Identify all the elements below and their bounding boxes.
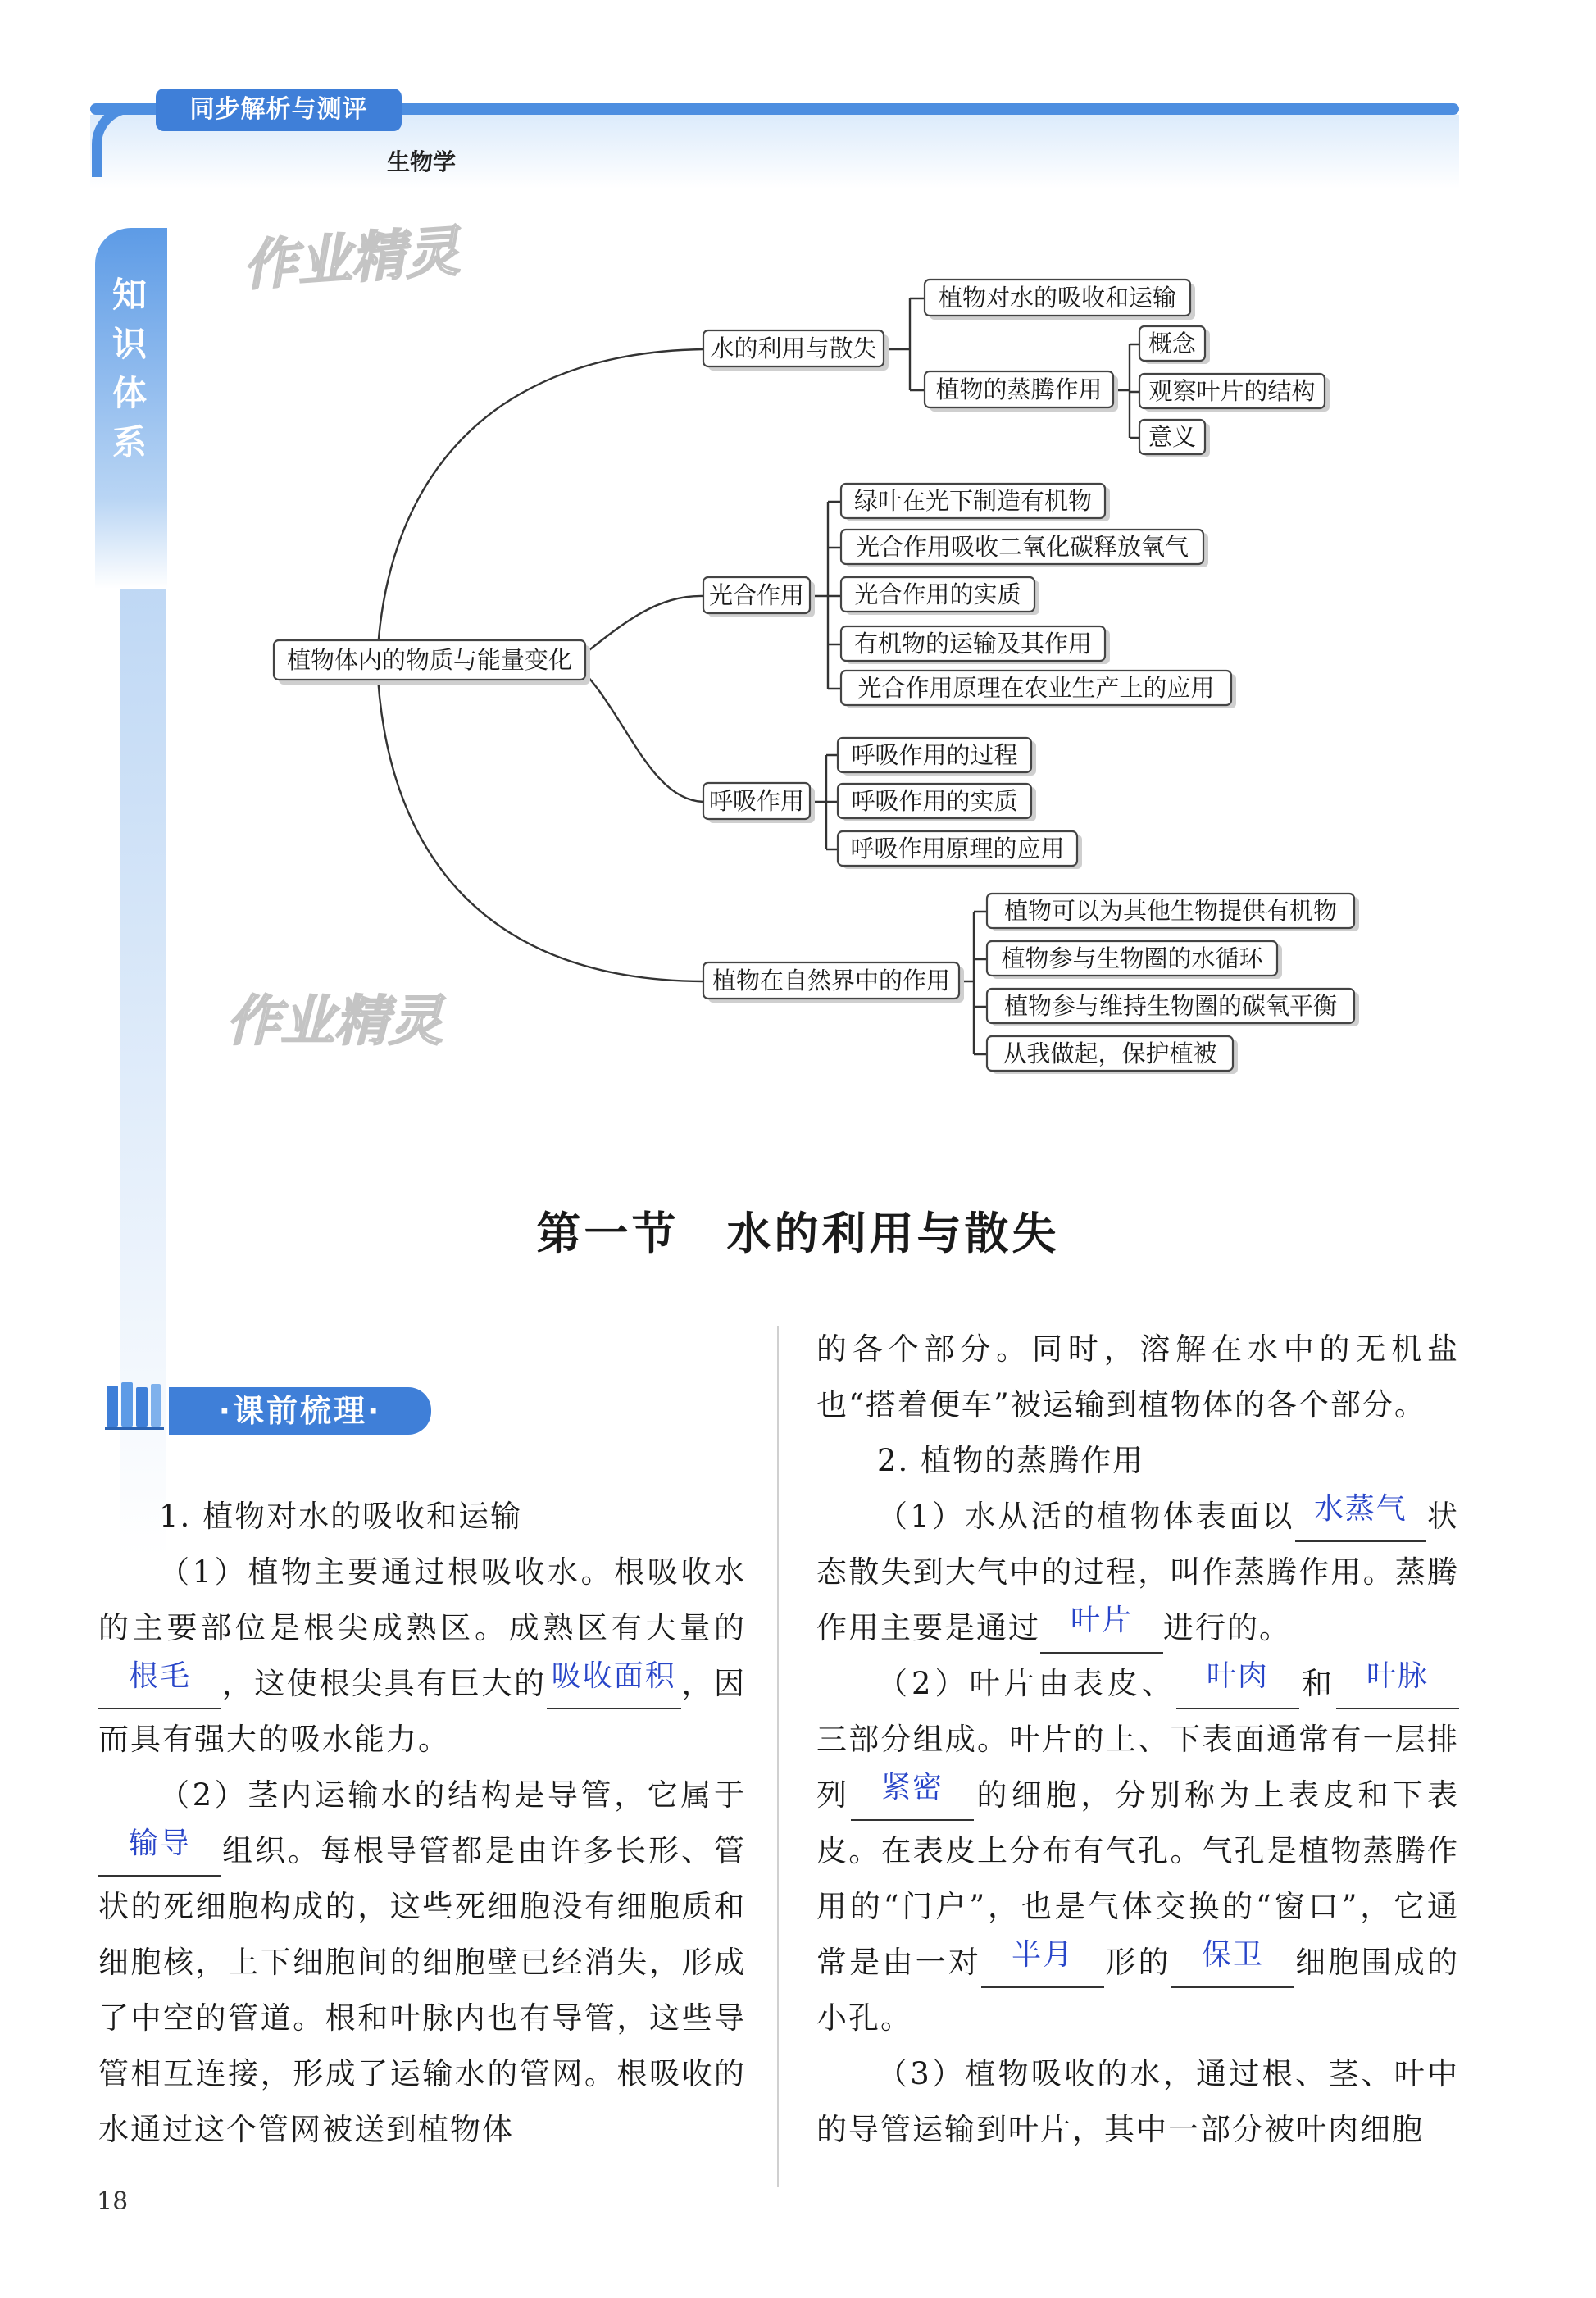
mind-node-resp-item <box>838 784 1036 821</box>
mind-label-photo-item: 绿叶在光下制造有机物 <box>853 487 1093 515</box>
text-run: 形的 <box>1104 1945 1171 1980</box>
mind-node-respiration <box>703 783 815 823</box>
subject-label: 生物学 <box>387 148 457 175</box>
section-title: 第一节 水的利用与散失 <box>536 1208 1060 1259</box>
answer-blank <box>1040 1605 1163 1654</box>
answer-text: 叶片 <box>1070 1604 1133 1637</box>
answer-blank <box>1171 1940 1294 1988</box>
mind-label-photo-item: 有机物的运输及其作用 <box>853 630 1093 658</box>
text-run: 和 <box>1298 1666 1337 1701</box>
mind-node-photo-item <box>841 626 1110 664</box>
mind-label-nature-item: 植物参与生物圈的水循环 <box>1001 944 1263 972</box>
text-run: ，这使根尖具有巨大的 <box>221 1666 547 1701</box>
mind-node-leaf-structure <box>1139 374 1330 412</box>
answer-text: 叶肉 <box>1206 1659 1269 1693</box>
side-tab-char: 知 <box>111 275 147 315</box>
text-run: （2）叶片由表皮、 <box>877 1666 1176 1701</box>
mind-label-photo-item: 光合作用原理在农业生产上的应用 <box>857 674 1215 702</box>
series-title: 同步解析与测评 <box>156 89 402 131</box>
mind-label-resp-item: 呼吸作用的实质 <box>851 787 1018 815</box>
pre-class-badge: ·课前梳理· <box>169 1387 431 1435</box>
mind-node-photo-item <box>841 577 1039 615</box>
mind-label-leaf-structure: 观察叶片的结构 <box>1148 377 1316 405</box>
answer-text: 紧密 <box>881 1771 944 1804</box>
side-tab-char: 系 <box>111 422 147 462</box>
mind-root-node <box>274 640 590 685</box>
mind-label-meaning: 意义 <box>1148 423 1197 451</box>
mind-node-resp-item <box>838 831 1082 869</box>
mind-label-resp-item: 呼吸作用原理的应用 <box>850 835 1065 862</box>
answer-text: 根毛 <box>128 1659 191 1693</box>
mind-label-resp-item: 呼吸作用的过程 <box>851 741 1018 769</box>
mind-node-meaning <box>1139 420 1210 457</box>
mind-node-photo-item <box>841 671 1236 708</box>
paragraph-root <box>98 1545 746 1768</box>
mind-label-nature-item: 植物参与维持生物圈的碳氧平衡 <box>1003 992 1338 1020</box>
mind-node-absorption <box>925 280 1195 320</box>
watermark-bottom: 作业精灵 <box>226 990 443 1053</box>
mind-node-nature-item <box>987 989 1359 1026</box>
mind-node-photo-item <box>841 530 1208 567</box>
mind-label-transpiration: 植物的蒸腾作用 <box>935 375 1103 403</box>
paragraph-transpiration <box>816 1489 1459 1656</box>
mind-node-photosynthesis <box>703 577 815 617</box>
answer-blank <box>981 1940 1104 1988</box>
page-number: 18 <box>97 2187 129 2216</box>
answer-text: 水蒸气 <box>1313 1492 1407 1526</box>
mind-label-photosynthesis: 光合作用 <box>708 581 805 609</box>
mind-label-photo-item: 光合作用吸收二氧化碳释放氧气 <box>855 533 1189 561</box>
mind-node-photo-item <box>841 484 1110 521</box>
heading-absorption: 1. 植物对水的吸收和运输 <box>159 1499 523 1534</box>
answer-text: 吸收面积 <box>551 1659 676 1693</box>
text-run: 的细胞，分别称为上表皮和下表皮。在表皮上分布有气孔。气孔是植物蒸腾作用的“门户”，也是气体交换的“窗口”，它通常是由一对 <box>816 1777 1460 1980</box>
answer-blank <box>1176 1661 1299 1709</box>
answer-blank <box>98 1661 221 1709</box>
text-run: 组织。每根导管都是由许多长形、管状的死细胞构成的，这些死细胞没有细胞质和细胞核，上下细胞间的细胞壁已经消失，形成了中空的管道。根和叶脉内也有导管，这些导管相互连接，形成了运输水的管网。根吸收的水通过这个管网被送到植物体 <box>98 1833 746 2147</box>
mind-node-resp-item <box>838 738 1036 776</box>
answer-blank <box>851 1772 974 1821</box>
text-run: 状态散失到大气中的过程，叫作蒸腾作用。蒸腾作用主要是通过 <box>816 1499 1459 1645</box>
mind-label-absorption: 植物对水的吸收和运输 <box>938 284 1177 312</box>
mind-label-nature-item: 植物可以为其他生物提供有机物 <box>1003 897 1338 925</box>
mind-node-nature-item <box>987 1036 1238 1074</box>
mind-node-nature-item <box>987 941 1282 979</box>
watermark-top: 作业精灵 <box>241 219 462 298</box>
text-run: ，因而具有强大的吸水能力。 <box>98 1666 747 1757</box>
paragraph-continued: 的各个部分。同时，溶解在水中的无机盐也“搭着便车”被运输到植物体的各个部分。 <box>816 1331 1459 1422</box>
mind-node-transpiration <box>925 371 1118 412</box>
mind-root-label: 植物体内的物质与能量变化 <box>286 646 573 674</box>
mind-label-photo-item: 光合作用的实质 <box>854 580 1021 608</box>
mind-node-nature-item <box>987 894 1359 931</box>
mind-label-nature-item: 从我做起，保护植被 <box>1003 1040 1217 1067</box>
answer-text: 保卫 <box>1201 1938 1264 1972</box>
mind-node-concept <box>1139 326 1210 364</box>
mind-node-nature <box>703 962 964 1003</box>
text-run: （2）茎内运输水的结构是导管，它属于 <box>159 1777 746 1813</box>
answer-text: 输导 <box>128 1827 191 1860</box>
left-column <box>98 1489 746 2158</box>
paragraph-leaf <box>816 1656 1459 2046</box>
mind-label-nature: 植物在自然界中的作用 <box>712 967 951 994</box>
answer-blank <box>98 1828 221 1877</box>
mind-label-respiration: 呼吸作用 <box>708 787 805 815</box>
text-run: 三部分组成。叶片的上、下表面通常有一层排列 <box>816 1722 1459 1813</box>
mind-label-concept: 概念 <box>1148 330 1197 357</box>
books-icon <box>105 1379 164 1430</box>
mind-node-water <box>703 330 889 371</box>
answer-blank <box>547 1661 681 1709</box>
column-divider <box>777 1326 779 2187</box>
text-run: 细胞围成的小孔。 <box>816 1945 1460 2036</box>
side-tab-char: 识 <box>111 324 147 364</box>
answer-text: 叶脉 <box>1366 1659 1430 1693</box>
answer-blank <box>1295 1494 1426 1542</box>
text-run: 进行的。 <box>1163 1610 1291 1645</box>
heading-transpiration: 2. 植物的蒸腾作用 <box>877 1443 1145 1478</box>
answer-blank <box>1336 1661 1459 1709</box>
text-run: （1）植物主要通过根吸收水。根吸收水的主要部位是根尖成熟区。成熟区有大量的 <box>98 1554 746 1645</box>
text-run: （1）水从活的植物体表面以 <box>877 1499 1295 1534</box>
mind-map <box>0 0 1596 1115</box>
mind-label-water: 水的利用与散失 <box>710 334 877 362</box>
paragraph-vessel <box>98 1768 746 2158</box>
answer-text: 半月 <box>1012 1938 1075 1972</box>
side-tab-char: 体 <box>111 373 147 413</box>
paragraph-water-path: （3）植物吸收的水，通过根、茎、叶中的导管运输到叶片，其中一部分被叶肉细胞 <box>816 2056 1459 2147</box>
right-column <box>816 1322 1459 2158</box>
